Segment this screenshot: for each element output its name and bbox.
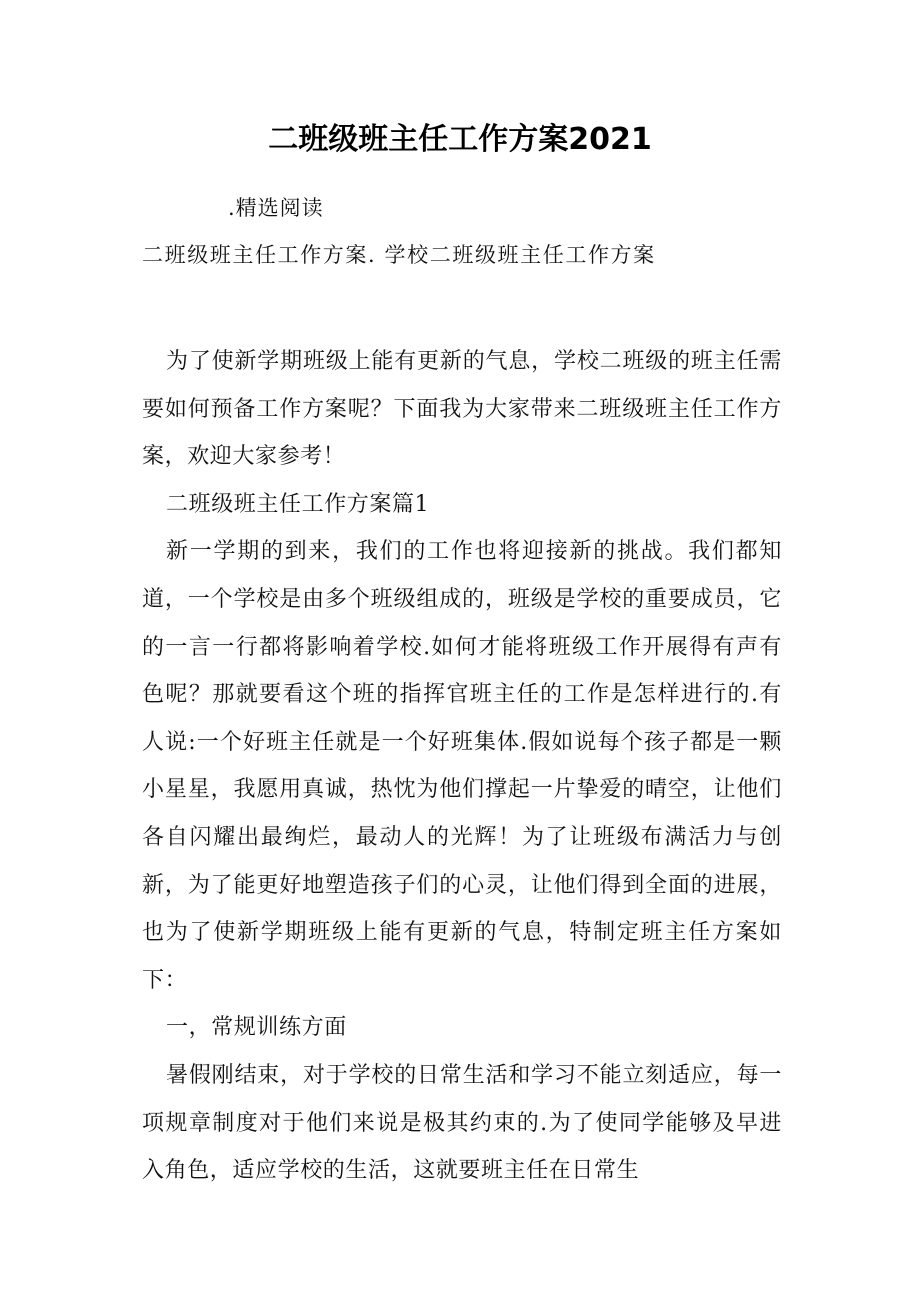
document-body: [142, 338, 782, 1195]
body-paragraph: 暑假刚结束，对于学校的日常生活和学习不能立刻适应，每一项规章制度对于他们来说是极其约束的.为了使同学能够及早进入角色，适应学校的生活，这就要班主任在日常生: [142, 1062, 782, 1184]
section-heading-part-1: 二班级班主任工作方案篇1: [166, 491, 430, 517]
body-paragraph: 新一学期的到来，我们的工作也将迎接新的挑战。我们都知道，一个学校是由多个班级组成的，班级是学校的重要成员，它的一言一行都将影响着学校.如何才能将班级工作开展得有声有色呢？那就要看这个班的指挥官班主任的工作是怎样进行的.有人说:一个好班主任就是一个好班集体.假如说每个孩子都是一颗小星星，我愿用真诚，热忱为他们撑起一片挚爱的晴空，让他们各自闪耀出最绚烂，最动人的光辉！为了让班级布满活力与创新，为了能更好地塑造孩子们的心灵，让他们得到全面的进展，也为了使新学期班级上能有更新的气息，特制定班主任方案如下：: [142, 539, 782, 993]
document-title: 二班级班主任工作方案2021: [268, 122, 652, 157]
section-heading-routine-training: 一，常规训练方面: [166, 1015, 347, 1041]
document-subtitle: 二班级班主任工作方案. 学校二班级班主任工作方案: [142, 243, 656, 267]
intro-paragraph: 为了使新学期班级上能有更新的气息，学校二班级的班主任需要如何预备工作方案呢？下面我为大家带来二班级班主任工作方案，欢迎大家参考！: [142, 349, 782, 470]
featured-reading-label: .精选阅读: [228, 196, 324, 220]
